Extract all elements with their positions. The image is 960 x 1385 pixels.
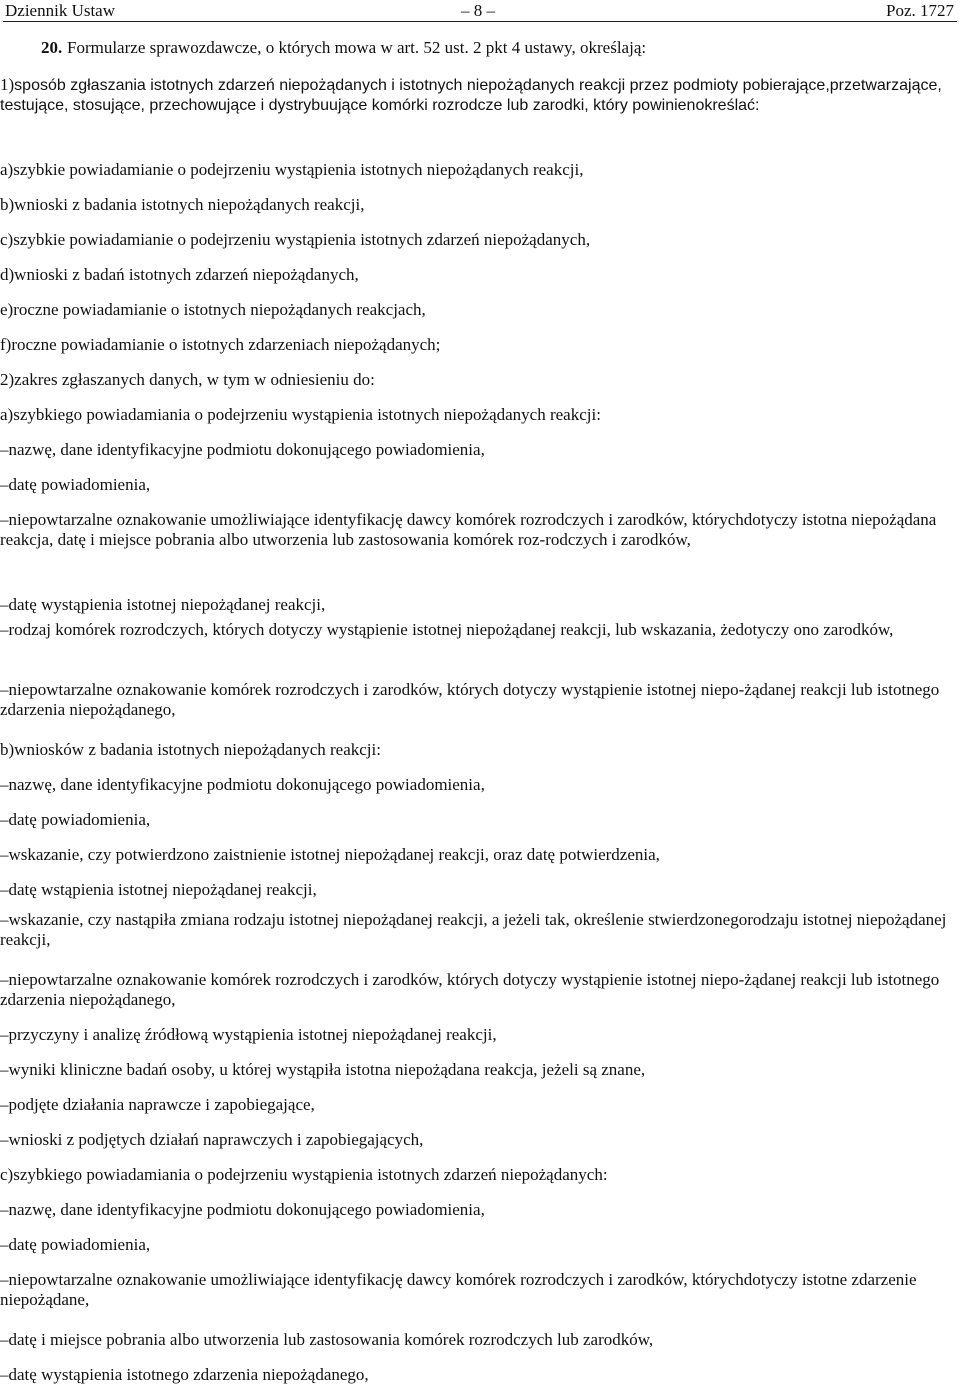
- header-rule: [3, 21, 957, 22]
- item-text-line: szybkiego powiadamiania o podejrzeniu wystąpienia istotnych zdarzeń niepożądanych:: [13, 1165, 608, 1184]
- item-letter: a): [0, 160, 14, 179]
- dash-marker: –: [0, 1330, 9, 1349]
- item-text-line: rodczych i zarodków,: [545, 530, 691, 549]
- dash-marker: –: [0, 440, 9, 459]
- item-text-line: wnioski z podjętych działań naprawczych i zapobiegających,: [8, 1130, 424, 1149]
- dash-marker: –: [0, 810, 9, 829]
- item-letter: d): [0, 265, 15, 284]
- item-letter: b): [0, 740, 15, 759]
- item-text-line: określać:: [695, 97, 760, 114]
- dash-item: [0, 1200, 485, 1220]
- dash-marker: –: [0, 595, 9, 614]
- dash-item: [0, 880, 317, 900]
- item-text-line: podjęte działania naprawcze i zapobiegające,: [8, 1095, 315, 1114]
- dash-item: [0, 1025, 497, 1045]
- item-letter: c): [0, 1165, 14, 1184]
- item-text-line: datę wystąpienia istotnej niepożądanej reakcji,: [8, 595, 326, 614]
- item-text-line: sposób zgłaszania istotnych zdarzeń niepożądanych i istotnych niepożądanych reakcji przez podmioty pobierające,: [14, 77, 830, 94]
- dash-marker: –: [0, 970, 9, 989]
- lettered-item: [0, 230, 590, 250]
- item-text-line: roczne powiadamianie o istotnych zdarzeniach niepożądanych;: [11, 335, 441, 354]
- dash-item: [0, 595, 325, 615]
- section-number: 20.: [41, 38, 63, 57]
- item-text-line: żądanej reakcji lub istotnego zdarzenia niepożądanego,: [0, 970, 940, 1009]
- dash-marker: –: [0, 775, 9, 794]
- item-text-line: niepowtarzalne oznakowanie umożliwiające identyfikację dawcy komórek rozrodczych i zarodków, których: [8, 1270, 744, 1289]
- item-text-line: rodzaju istotnej niepożądanej reakcji,: [0, 910, 947, 949]
- numbered-item: [0, 75, 960, 115]
- dash-item: [0, 1130, 423, 1150]
- journal-title: Dziennik Ustaw: [5, 1, 116, 20]
- item-text-line: nazwę, dane identyfikacyjne podmiotu dokonującego powiadomienia,: [8, 440, 485, 459]
- dash-item: [0, 475, 150, 495]
- dash-item: [0, 620, 893, 640]
- item-text-line: szybkiego powiadamiania o podejrzeniu wystąpienia istotnych niepożądanych reakcji:: [13, 405, 601, 424]
- dash-item: [0, 910, 960, 950]
- lettered-item: [0, 265, 359, 285]
- item-text-line: wnioski z badania istotnych niepożądanych reakcji,: [14, 195, 365, 214]
- dash-item: [0, 970, 960, 1010]
- item-letter: b): [0, 195, 15, 214]
- page-header: [0, 0, 960, 22]
- item-letter: c): [0, 230, 14, 249]
- dash-marker: –: [0, 1200, 9, 1219]
- item-text-line: szybkie powiadamianie o podejrzeniu wystąpienia istotnych zdarzeń niepożądanych,: [13, 230, 591, 249]
- item-text-line: żądanej reakcji lub istotnego zdarzenia niepożądanego,: [0, 680, 940, 719]
- item-text-line: wyniki kliniczne badań osoby, u której wystąpiła istotna niepożądana reakcja, jeżeli są znane,: [8, 1060, 646, 1079]
- position-number: Poz. 1727: [886, 1, 954, 20]
- lettered-item: [0, 335, 440, 355]
- dash-marker: –: [0, 1130, 9, 1149]
- page-number: – 8 –: [461, 1, 495, 20]
- item-text-line: datę i miejsce pobrania albo utworzenia lub zastosowania komórek rozrodczych lub zarodków,: [8, 1330, 654, 1349]
- item-letter: a): [0, 405, 14, 424]
- item-text-line: datę wstąpienia istotnej niepożądanej reakcji,: [8, 880, 317, 899]
- item-text-line: przetwarzające, testujące, stosujące, przechowujące i dystrybuujące komórki rozrodcze lub zarodki, który powinien: [0, 77, 942, 114]
- lettered-item: [0, 1165, 608, 1185]
- lettered-item: [0, 405, 601, 425]
- item-text-line: wnioski z badań istotnych zdarzeń niepożądanych,: [14, 265, 359, 284]
- dash-item: [0, 845, 660, 865]
- dash-marker: –: [0, 475, 9, 494]
- item-text-line: roczne powiadamianie o istotnych niepożądanych reakcjach,: [13, 300, 426, 319]
- dash-marker: –: [0, 510, 9, 529]
- dash-item: [0, 440, 485, 460]
- dash-marker: –: [0, 1270, 9, 1289]
- section-intro: Formularze sprawozdawcze, o których mowa w art. 52 ust. 2 pkt 4 ustawy, określają:: [67, 38, 647, 57]
- dash-item: [0, 1060, 645, 1080]
- numbered-item: [0, 370, 375, 390]
- item-text-line: datę powiadomienia,: [8, 475, 151, 494]
- item-text-line: wskazanie, czy potwierdzono zaistnienie istotnej niepożądanej reakcji, oraz datę potwierdzenia,: [8, 845, 660, 864]
- item-number: 1): [0, 75, 15, 94]
- item-text-line: rodzaj komórek rozrodczych, których dotyczy wystąpienie istotnej niepożądanej reakcji, lub wskazania, że: [8, 620, 736, 639]
- item-text-line: nazwę, dane identyfikacyjne podmiotu dokonującego powiadomienia,: [8, 775, 485, 794]
- item-text-line: przyczyny i analizę źródłową wystąpienia istotnej niepożądanej reakcji,: [8, 1025, 497, 1044]
- item-text-line: szybkie powiadamianie o podejrzeniu wystąpienia istotnych niepożądanych reakcji,: [13, 160, 584, 179]
- item-text-line: niepowtarzalne oznakowanie komórek rozrodczych i zarodków, których dotyczy wystąpienie istotnej niepo-: [8, 680, 745, 699]
- item-text-line: dotyczy ono zarodków,: [735, 620, 894, 639]
- item-text-line: datę wystąpienia istotnego zdarzenia niepożądanego,: [8, 1365, 369, 1384]
- item-text-line: datę powiadomienia,: [8, 1235, 151, 1254]
- item-number: 2): [0, 370, 15, 389]
- dash-marker: –: [0, 1095, 9, 1114]
- dash-item: [0, 775, 485, 795]
- dash-item: [0, 1330, 653, 1350]
- dash-marker: –: [0, 910, 9, 929]
- item-letter: e): [0, 300, 14, 319]
- item-text-line: dotyczy istotna niepożądana reakcja, datę i miejsce pobrania albo utworzenia lub zastosowania komórek roz-: [0, 510, 937, 549]
- lettered-item: [0, 160, 583, 180]
- item-text-line: wniosków z badania istotnych niepożądanych reakcji:: [14, 740, 381, 759]
- dash-marker: –: [0, 680, 9, 699]
- item-text-line: dotyczy istotne zdarzenie niepożądane,: [0, 1270, 917, 1309]
- dash-item: [0, 1095, 315, 1115]
- dash-marker: –: [0, 845, 9, 864]
- dash-marker: –: [0, 1365, 9, 1384]
- dash-item: [0, 510, 960, 550]
- item-text-line: nazwę, dane identyfikacyjne podmiotu dokonującego powiadomienia,: [8, 1200, 485, 1219]
- dash-item: [0, 680, 960, 720]
- lettered-item: [0, 300, 426, 320]
- item-text-line: wskazanie, czy nastąpiła zmiana rodzaju istotnej niepożądanej reakcji, a jeżeli tak, określenie stwierdzonego: [8, 910, 748, 929]
- lettered-item: [0, 740, 381, 760]
- item-text-line: niepowtarzalne oznakowanie komórek rozrodczych i zarodków, których dotyczy wystąpienie istotnej niepo-: [8, 970, 745, 989]
- dash-marker: –: [0, 1235, 9, 1254]
- dash-item: [0, 1270, 960, 1310]
- dash-marker: –: [0, 880, 9, 899]
- item-text-line: datę powiadomienia,: [8, 810, 151, 829]
- item-letter: f): [0, 335, 12, 354]
- dash-marker: –: [0, 1060, 9, 1079]
- dash-marker: –: [0, 1025, 9, 1044]
- item-text-line: niepowtarzalne oznakowanie umożliwiające identyfikację dawcy komórek rozrodczych i zarodków, których: [8, 510, 744, 529]
- dash-marker: –: [0, 620, 9, 639]
- item-text-line: zakres zgłaszanych danych, w tym w odniesieniu do:: [14, 370, 375, 389]
- dash-item: [0, 810, 150, 830]
- dash-item: [0, 1235, 150, 1255]
- lettered-item: [0, 195, 364, 215]
- dash-item: [0, 1365, 369, 1385]
